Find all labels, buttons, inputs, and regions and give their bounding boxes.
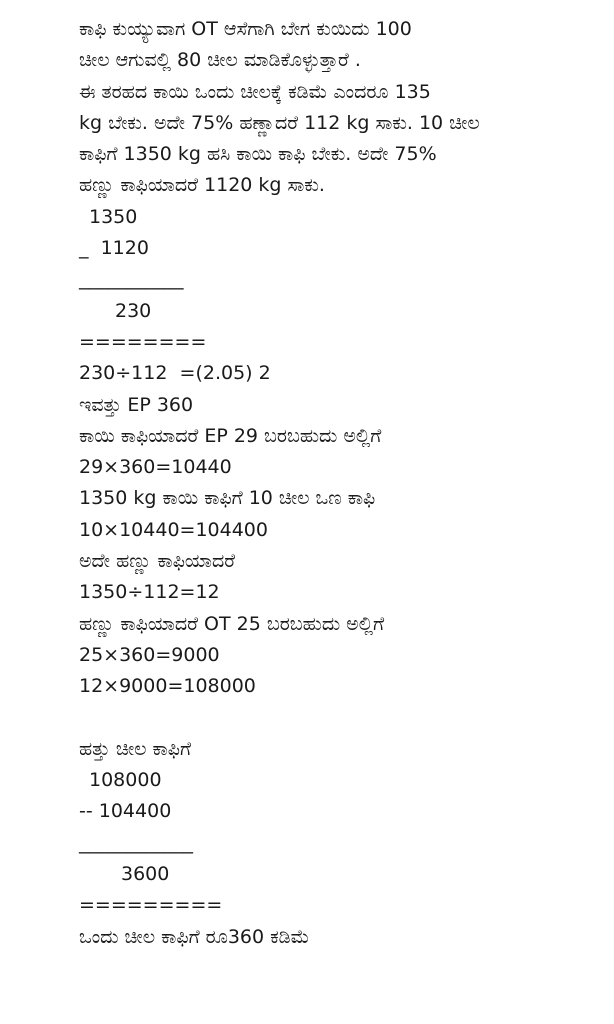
text-line: ಅದೇ ಹಣ್ಣು ಕಾಫಿಯಾದರೆ [79, 550, 236, 573]
text-line: ಒಂದು ಚೀಲ ಕಾಫಿಗೆ ರೂ360 ಕಡಿಮೆ [79, 925, 310, 948]
text-line: ಕಾಯಿ ಕಾಫಿಯಾದರೆ EP 29 ಬರಬಹುದು ಅಲ್ಲಿಗೆ [79, 424, 382, 447]
blank-line [79, 703, 594, 734]
text-line: ಕಾಫಿ ಕುಯ್ಯುವಾಗ OT ಆಸೆಗಾಗಿ ಬೇಗ ಕುಯಿದು 100 [79, 18, 412, 40]
text-line: ಚೀಲ ಆಗುವಲ್ಲಿ 80 ಚೀಲ ಮಾಡಿಕೊಳ್ಳುತ್ತಾರೆ . [79, 49, 361, 72]
text-line: 1350 kg ಕಾಯಿ ಕಾಫಿಗೆ 10 ಚೀಲ ಒಣ ಕಾಫಿ [79, 487, 376, 510]
calc-line: 108000 [89, 769, 162, 792]
text-line: ಕಾಫಿಗೆ 1350 kg ಹಸಿ ಕಾಯಿ ಕಾಫಿ ಬೇಕು. ಅದೇ 75% [79, 143, 437, 166]
calc-result: 230 [115, 299, 152, 322]
calc-line: _ 1120 [79, 237, 149, 260]
calc-line: 1350 [89, 205, 138, 228]
calc-line: 230÷112 =(2.05) 2 [79, 362, 271, 385]
calc-result: 3600 [121, 863, 170, 886]
text-line: kg ಬೇಕು. ಅದೇ 75% ಹಣ್ಣಾದರೆ 112 kg ಸಾಕು. 10 ಚೀಲ [79, 111, 480, 134]
calc-line: 10×10440=104400 [79, 518, 268, 541]
text-line: ಹಣ್ಣು ಕಾಫಿಯಾದರೆ 1120 kg ಸಾಕು. [79, 174, 325, 197]
calc-rule: ========= [79, 894, 223, 917]
calc-rule: ____________ [79, 831, 193, 854]
calc-line: 25×360=9000 [79, 643, 220, 666]
calc-line: 1350÷112=12 [79, 581, 220, 604]
calc-line: 12×9000=108000 [79, 675, 256, 698]
text-line: ಹತ್ತು ಚೀಲ ಕಾಫಿಗೆ [79, 737, 192, 760]
calc-rule: ___________ [79, 268, 184, 291]
calc-rule: ======== [79, 330, 207, 353]
calc-line: 29×360=10440 [79, 456, 232, 479]
text-line: ಈ ತರಹದ ಕಾಯಿ ಒಂದು ಚೀಲಕ್ಕೆ ಕಡಿಮೆ ಎಂದರೂ 135 [79, 80, 431, 103]
text-line: ಹಣ್ಣು ಕಾಫಿಯಾದರೆ OT 25 ಬರಬಹುದು ಅಲ್ಲಿಗೆ [79, 612, 385, 635]
text-line: ಇವತ್ತು EP 360 [79, 393, 194, 416]
calc-line: -- 104400 [79, 800, 172, 823]
